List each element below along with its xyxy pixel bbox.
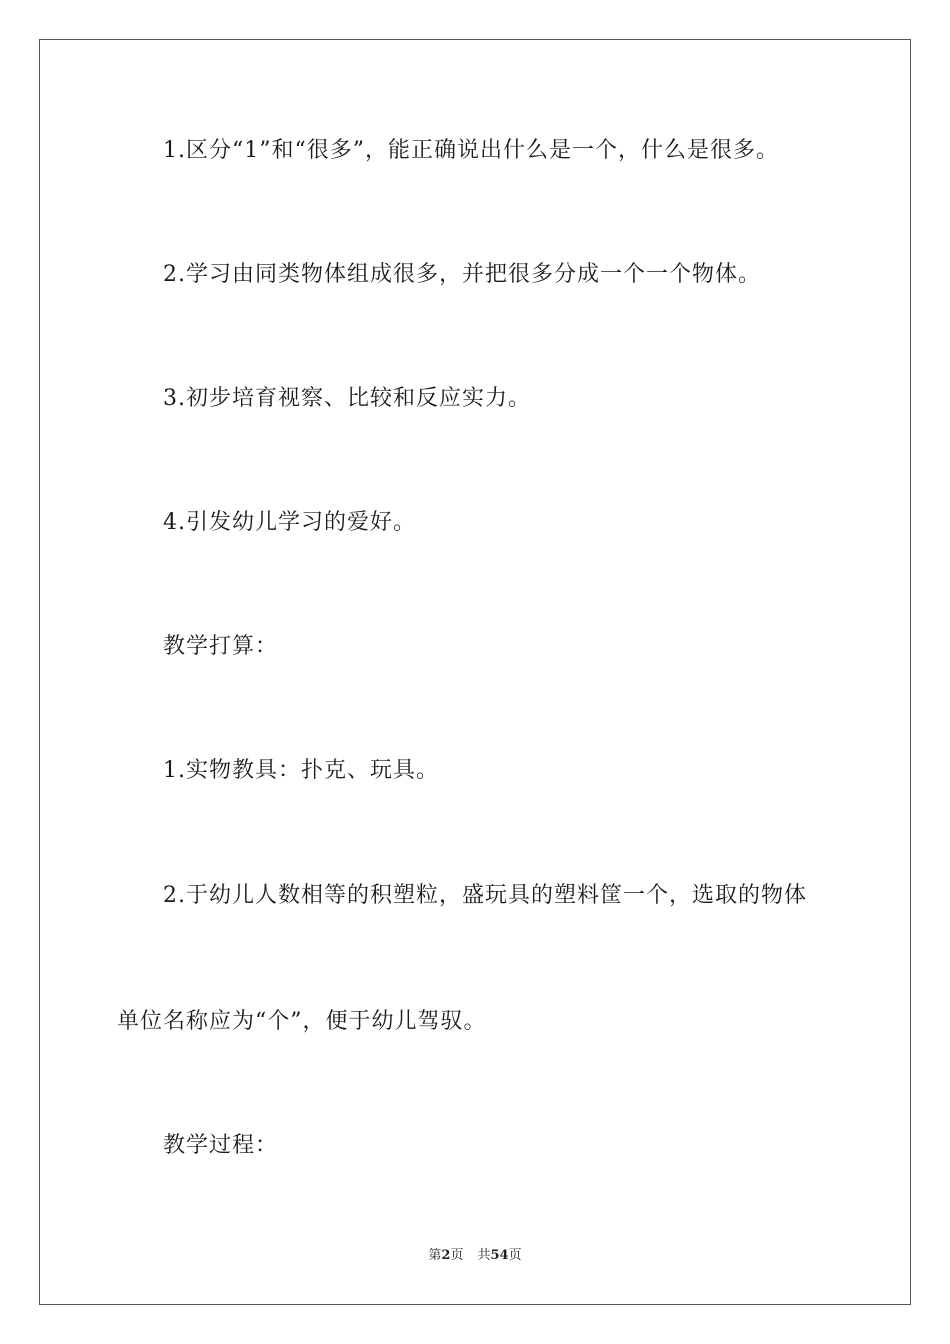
page-prefix: 第 [428,1248,442,1263]
paragraph-goal-1: 1.区分“1”和“很多”，能正确说出什么是一个，什么是很多。 [163,138,779,163]
paragraph-prep-2-continued: 单位名称应为“个”，便于幼儿驾驭。 [117,1009,487,1034]
total-suffix: 页 [508,1248,522,1263]
section-heading-preparation: 教学打算： [163,634,279,659]
paragraph-goal-4: 4.引发幼儿学习的爱好。 [163,510,416,535]
page-total: 54 [490,1248,509,1263]
page-footer [0,1248,950,1264]
page-suffix: 页 [450,1248,464,1263]
total-prefix: 共 [477,1248,491,1263]
page-border [39,39,911,1305]
paragraph-prep-1: 1.实物教具：扑克、玩具。 [163,758,439,783]
paragraph-goal-3: 3.初步培育视察、比较和反应实力。 [163,386,531,411]
paragraph-goal-2: 2.学习由同类物体组成很多，并把很多分成一个一个物体。 [163,262,761,287]
paragraph-prep-2: 2.于幼儿人数相等的积塑粒，盛玩具的塑料筐一个，选取的物体 [163,883,807,908]
page-current: 2 [441,1248,451,1263]
section-heading-process: 教学过程： [163,1133,279,1158]
